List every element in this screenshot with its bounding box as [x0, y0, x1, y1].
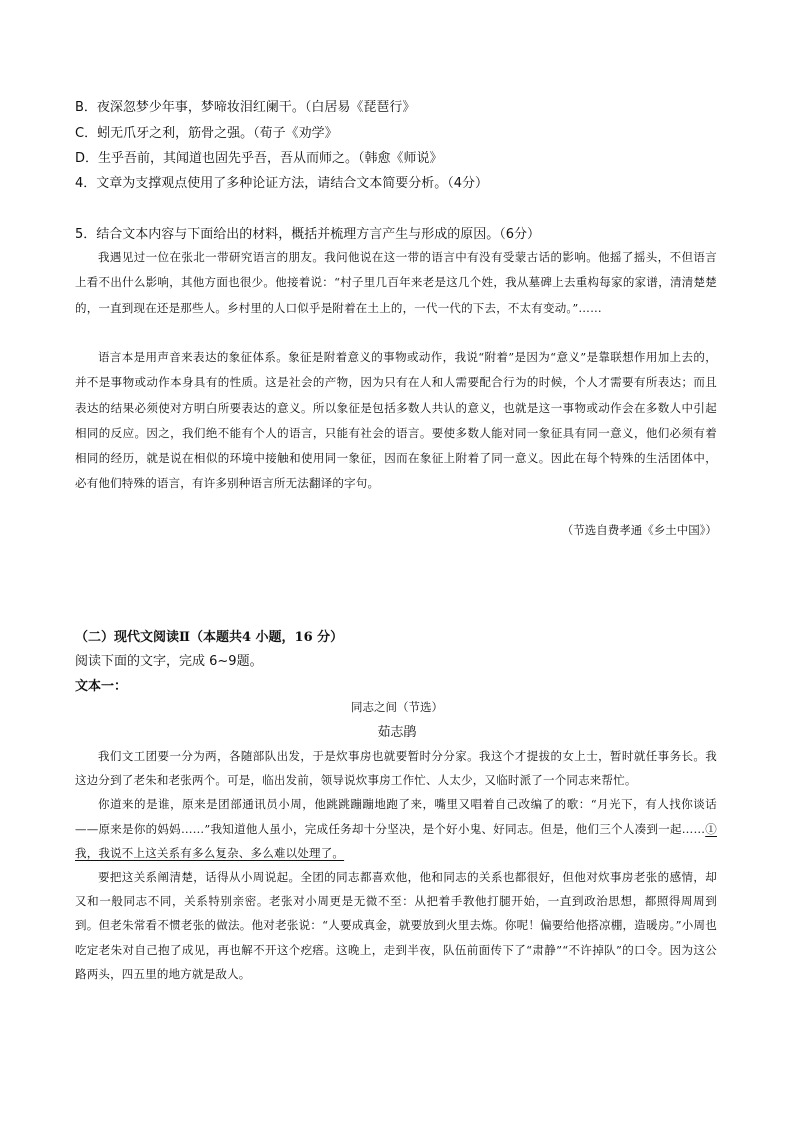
- story-paragraph: 我们文工团要一分为两，各随部队出发，于是炊事房也就要暂时分分家。我这个才提拔的女上士，暂时就任事务长。我这边分到了老朱和老张两个。可是，临出发前，领导说炊事房工作忙、人太少，又临时派了一个同志来帮忙。: [75, 749, 717, 788]
- story-author: 茹志鹃: [377, 725, 417, 740]
- option-b: B．夜深忽梦少年事，梦啼妆泪红阑干。（白居易《琵琶行》: [75, 100, 416, 115]
- story-text: 你道来的是谁，原来是团部通讯员小周，他跳跳蹦蹦地跑了来，嘴里又唱着自己改编了的歌：“月光下，有人找你谈话——原来是你的妈妈……”我知道他人虽小，完成任务却十分坚决，是个好小鬼、好同志。但是，他们三个人凑到一起……: [75, 797, 717, 836]
- story-paragraph: 要把这关系阐清楚，话得从小周说起。全团的同志都喜欢他，他和同志的关系也都很好，但他对炊事房老张的感情，却又和一般同志不同，关系特别亲密。老张对小周更是无微不至：从把着手教他打腿开始，一直到政治思想，都照得周周到到。但老朱常看不惯老张的做法。他对老张说：“人要成真金，就要放到火里去炼。你呢！偏要给他搭凉棚，造暖房。”小周也吃定老朱对自己抱了成见，再也解不开这个疙瘩。这晚上，走到半夜，队伍前面传下了“肃静”“不许掉队”的口令。因为这公路两头，四五里的地方就是敌人。: [75, 870, 717, 981]
- option-d: D．生乎吾前，其闻道也固先乎吾，吾从而师之。（韩愈《师说》: [75, 151, 443, 166]
- material-paragraph: 语言本是用声音来表达的象征体系。象征是附着意义的事物或动作，我说“附着”是因为“意义”是靠联想作用加上去的，并不是事物或动作本身具有的性质。这是社会的产物，因为只有在人和人需要配合行为的时候，个人才需要有所表达；而且表达的结果必须使对方明白所要表达的意义。所以象征是包括多数人共认的意义，也就是这一事物或动作会在多数人中引起相同的反应。因之，我们绝不能有个人的语言，只能有社会的语言。要使多数人能对同一象征具有同一意义，他们必须有着相同的经历，就是说在相似的环境中接触和使用同一象征，因而在象征上附着了同一意义。因此在每个特殊的生活团体中，必有他们特殊的语言，有许多别种语言所无法翻译的字句。: [75, 350, 717, 491]
- option-c: C．蚓无爪牙之利，筋骨之强。（荀子《劝学》: [75, 126, 338, 141]
- material-source: （节选自费孝通《乡土中国》）: [561, 523, 717, 537]
- story-title: 同志之间（节选）: [351, 700, 443, 714]
- story-body: [75, 744, 717, 986]
- material-block-2: [75, 345, 717, 497]
- question-5: 5．结合文本内容与下面给出的材料，概括并梳理方言产生与形成的原因。（6分）: [75, 227, 541, 242]
- section-instruction: 阅读下面的文字，完成 6~9题。: [75, 654, 263, 669]
- underlined-sentence: ①我，我说不上这关系有多么复杂、多么难以处理了。: [75, 821, 717, 860]
- question-4: 4．文章为支撑观点使用了多种论证方法，请结合文本简要分析。（4分）: [75, 176, 489, 191]
- material-paragraph: 我遇见过一位在张北一带研究语言的朋友。我问他说在这一带的语言中有没有受蒙古话的影响。他摇了摇头，不但语言上看不出什么影响，其他方面也很少。他接着说：“村子里几百年来老是这几个姓，我从墓碑上去重构每家的家谱，清清楚楚的，一直到现在还是那些人。乡村里的人口似乎是附着在土上的，一代一代的下去，不太有变动。”……: [75, 250, 717, 315]
- section-heading: （二）现代文阅读Ⅱ（本题共4 小题，16 分）: [75, 630, 344, 645]
- text-label: 文本一：: [75, 679, 128, 694]
- material-block-1: [75, 245, 717, 321]
- story-paragraph: [75, 792, 717, 865]
